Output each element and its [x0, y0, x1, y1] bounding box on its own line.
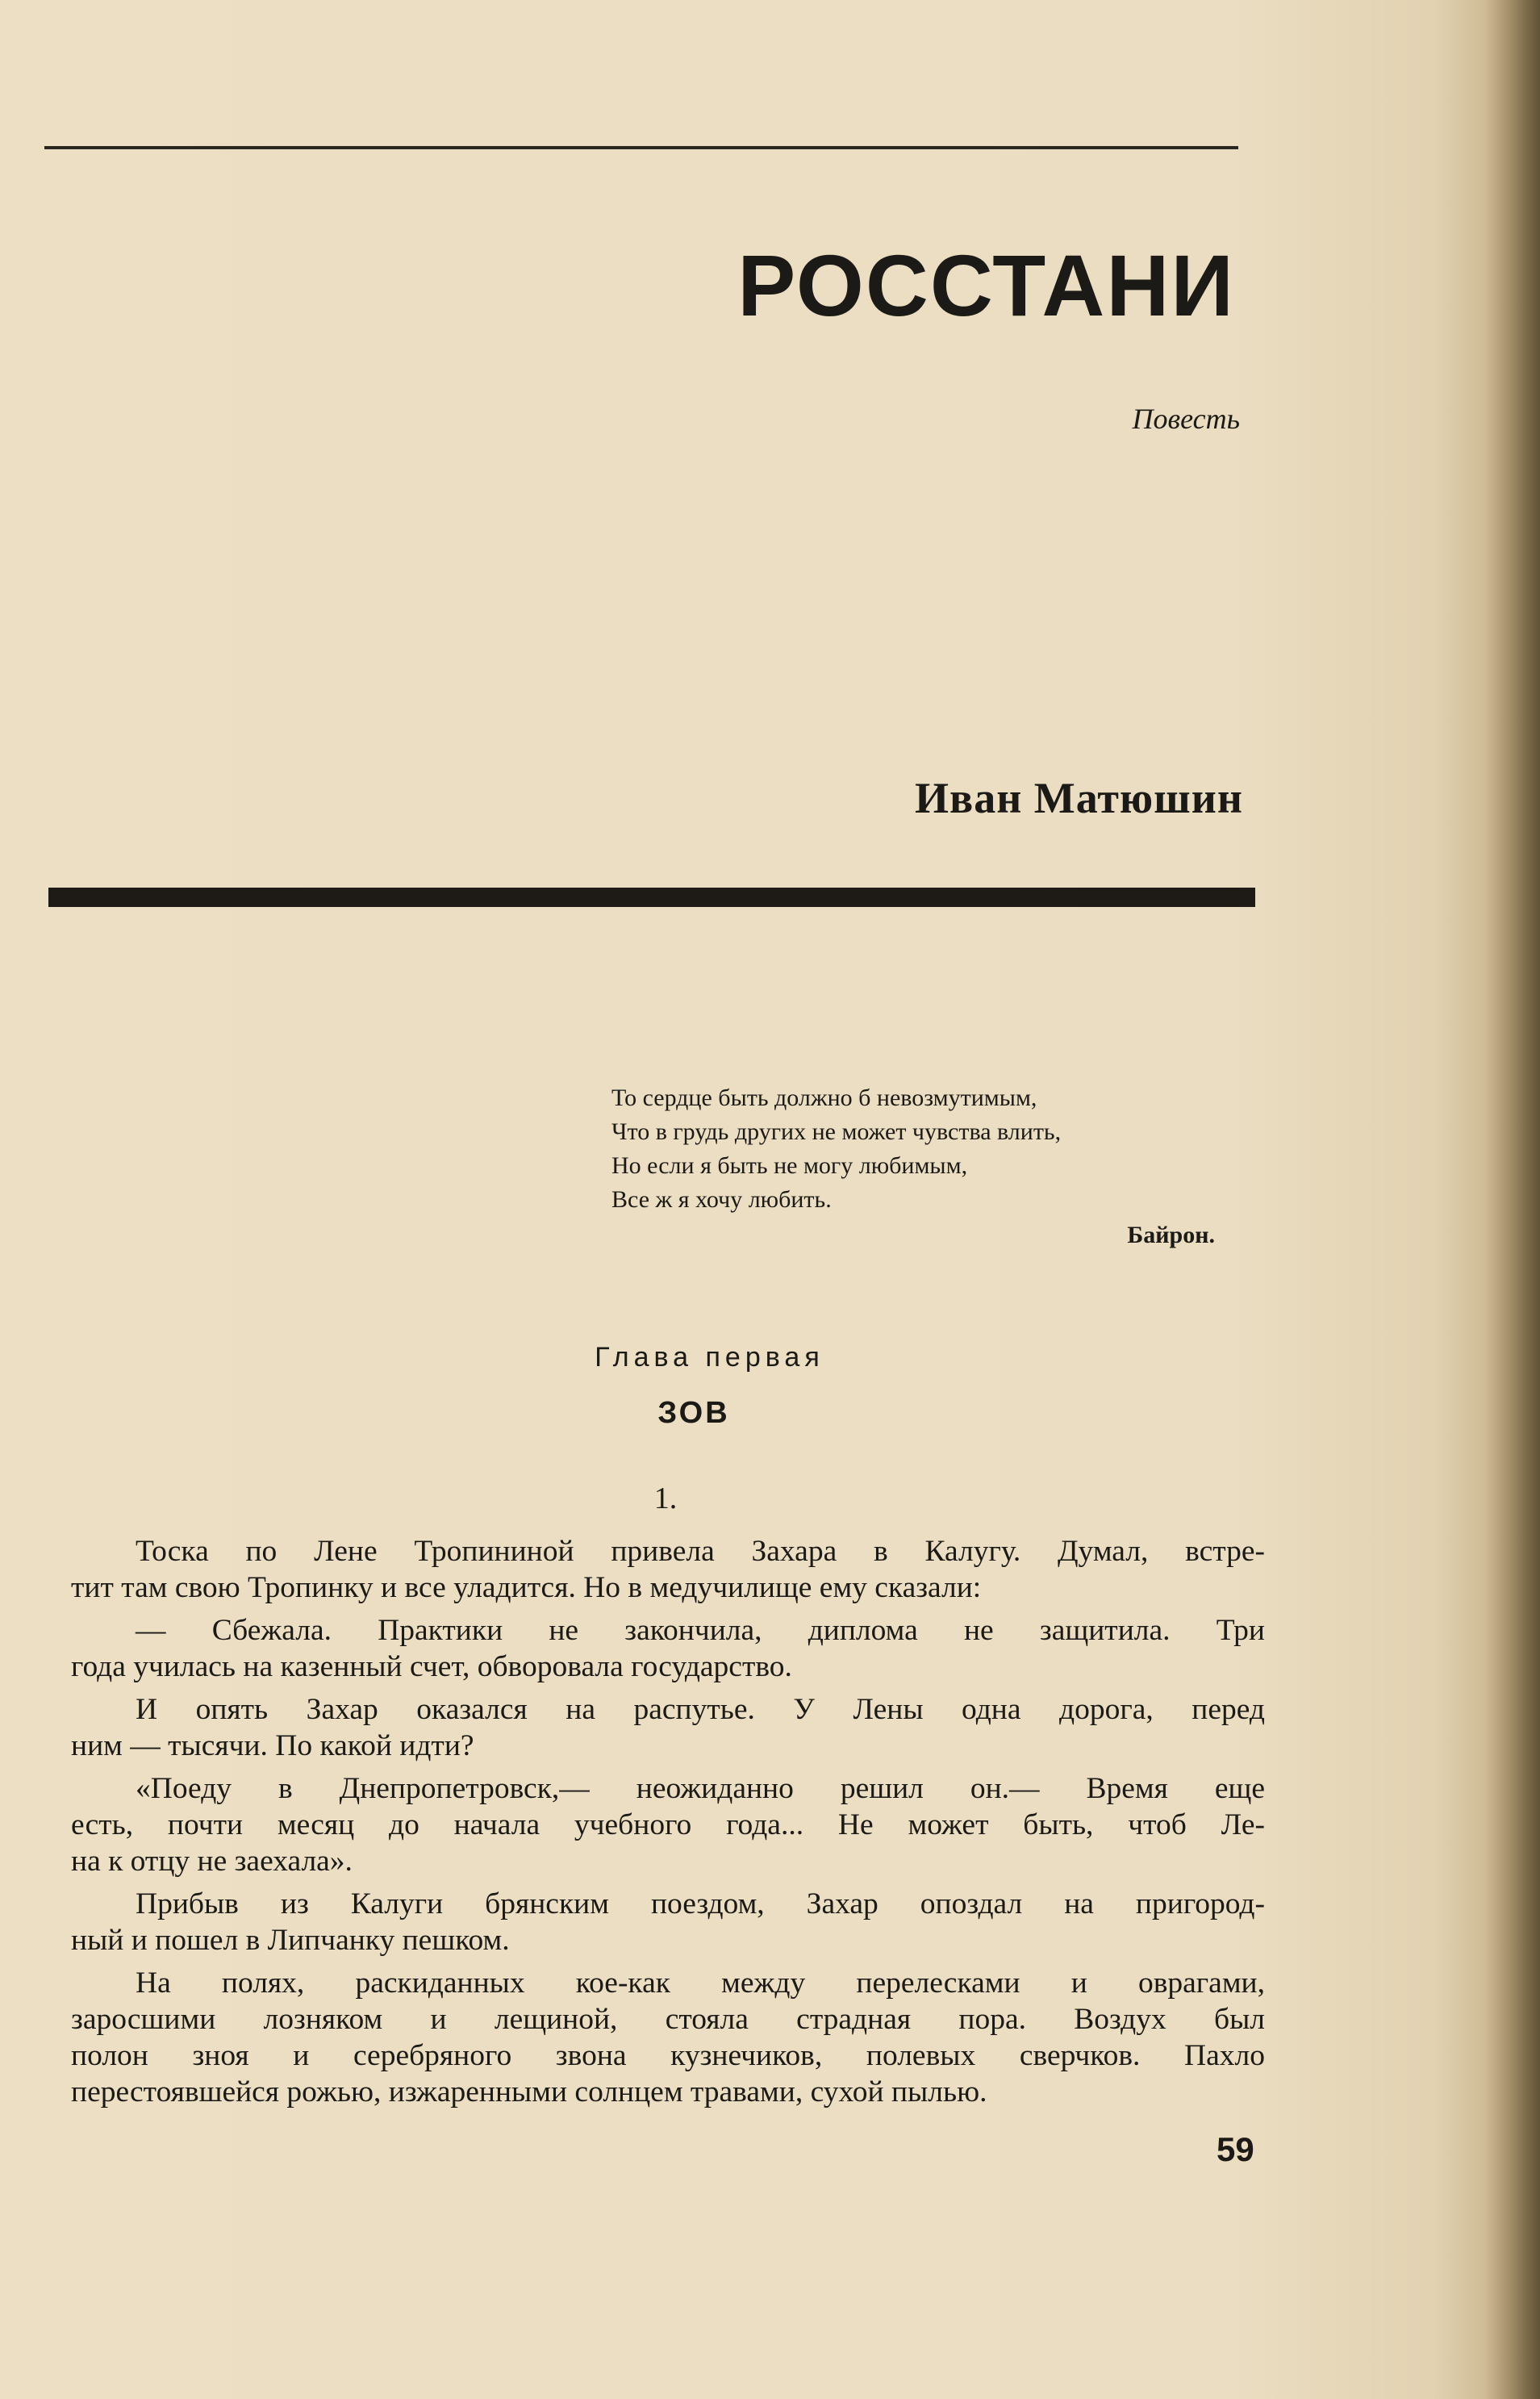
epigraph-line: Все ж я хочу любить.: [611, 1186, 832, 1213]
spine-shadow: [1484, 0, 1540, 2399]
paragraph-line: заросшими лозняком и лещиной, стояла страдная пора. Воздух был: [71, 2003, 1265, 2036]
epigraph-line: Что в грудь других не может чувства влить,: [611, 1118, 1062, 1145]
page-number: 59: [1217, 2130, 1254, 2168]
paragraph-line: «Поеду в Днепропетровск,— неожиданно решил он.— Время еще: [136, 1772, 1265, 1805]
paragraph-gap: [71, 1879, 1265, 1886]
paragraph-line: полон зноя и серебряного звона кузнечиков, полевых сверчков. Пахло: [71, 2039, 1265, 2072]
paragraph-gap: [71, 1606, 1265, 1612]
heavy-rule: [48, 888, 1255, 907]
chapter-label: Глава первая: [595, 1342, 824, 1373]
epigraph-line: Но если я быть не могу любимым,: [611, 1152, 968, 1179]
paragraph-line: На полях, раскиданных кое-как между перелесками и оврагами,: [136, 1966, 1265, 2000]
body-text: [71, 1533, 1265, 2110]
paragraph-line: года училась на казенный счет, обворовала государство.: [71, 1650, 792, 1683]
epigraph-attribution: Байрон.: [1127, 1222, 1215, 1248]
paragraph-line: на к отцу не заехала».: [71, 1845, 353, 1878]
paragraph-line: Прибыв из Калуги брянским поездом, Захар опоздал на пригород-: [136, 1887, 1265, 1920]
page-title: РОССТАНИ: [737, 236, 1235, 334]
epigraph-line: То сердце быть должно б невозмутимым,: [611, 1085, 1037, 1111]
section-number: 1.: [653, 1482, 678, 1515]
paragraph-line: И опять Захар оказался на распутье. У Лены одна дорога, перед: [136, 1693, 1265, 1726]
paragraph-gap: [71, 1685, 1265, 1691]
paragraph-line: тит там свою Тропинку и все уладится. Но в медучилище ему сказали:: [71, 1571, 982, 1604]
paragraph-line: есть, почти месяц до начала учебного года... Не может быть, чтоб Ле-: [71, 1808, 1265, 1841]
paragraph-line: — Сбежала. Практики не закончила, диплома не защитила. Три: [136, 1614, 1265, 1647]
paragraph-line: ним — тысячи. По какой идти?: [71, 1729, 474, 1762]
top-rule: [44, 146, 1238, 149]
paragraph-line: ный и пошел в Липчанку пешком.: [71, 1924, 510, 1957]
paragraph-line: перестоявшейся рожью, изжаренными солнцем травами, сухой пылью.: [71, 2075, 987, 2109]
paragraph-line: Тоска по Лене Тропининой привела Захара в Калугу. Думал, встре-: [136, 1535, 1265, 1568]
epigraph: [611, 1081, 1225, 1252]
subtitle: Повесть: [1132, 403, 1240, 435]
paragraph-gap: [71, 1958, 1265, 1965]
chapter-name: ЗОВ: [657, 1396, 730, 1430]
paragraph-gap: [71, 1764, 1265, 1770]
author-name: Иван Матюшин: [915, 774, 1243, 822]
